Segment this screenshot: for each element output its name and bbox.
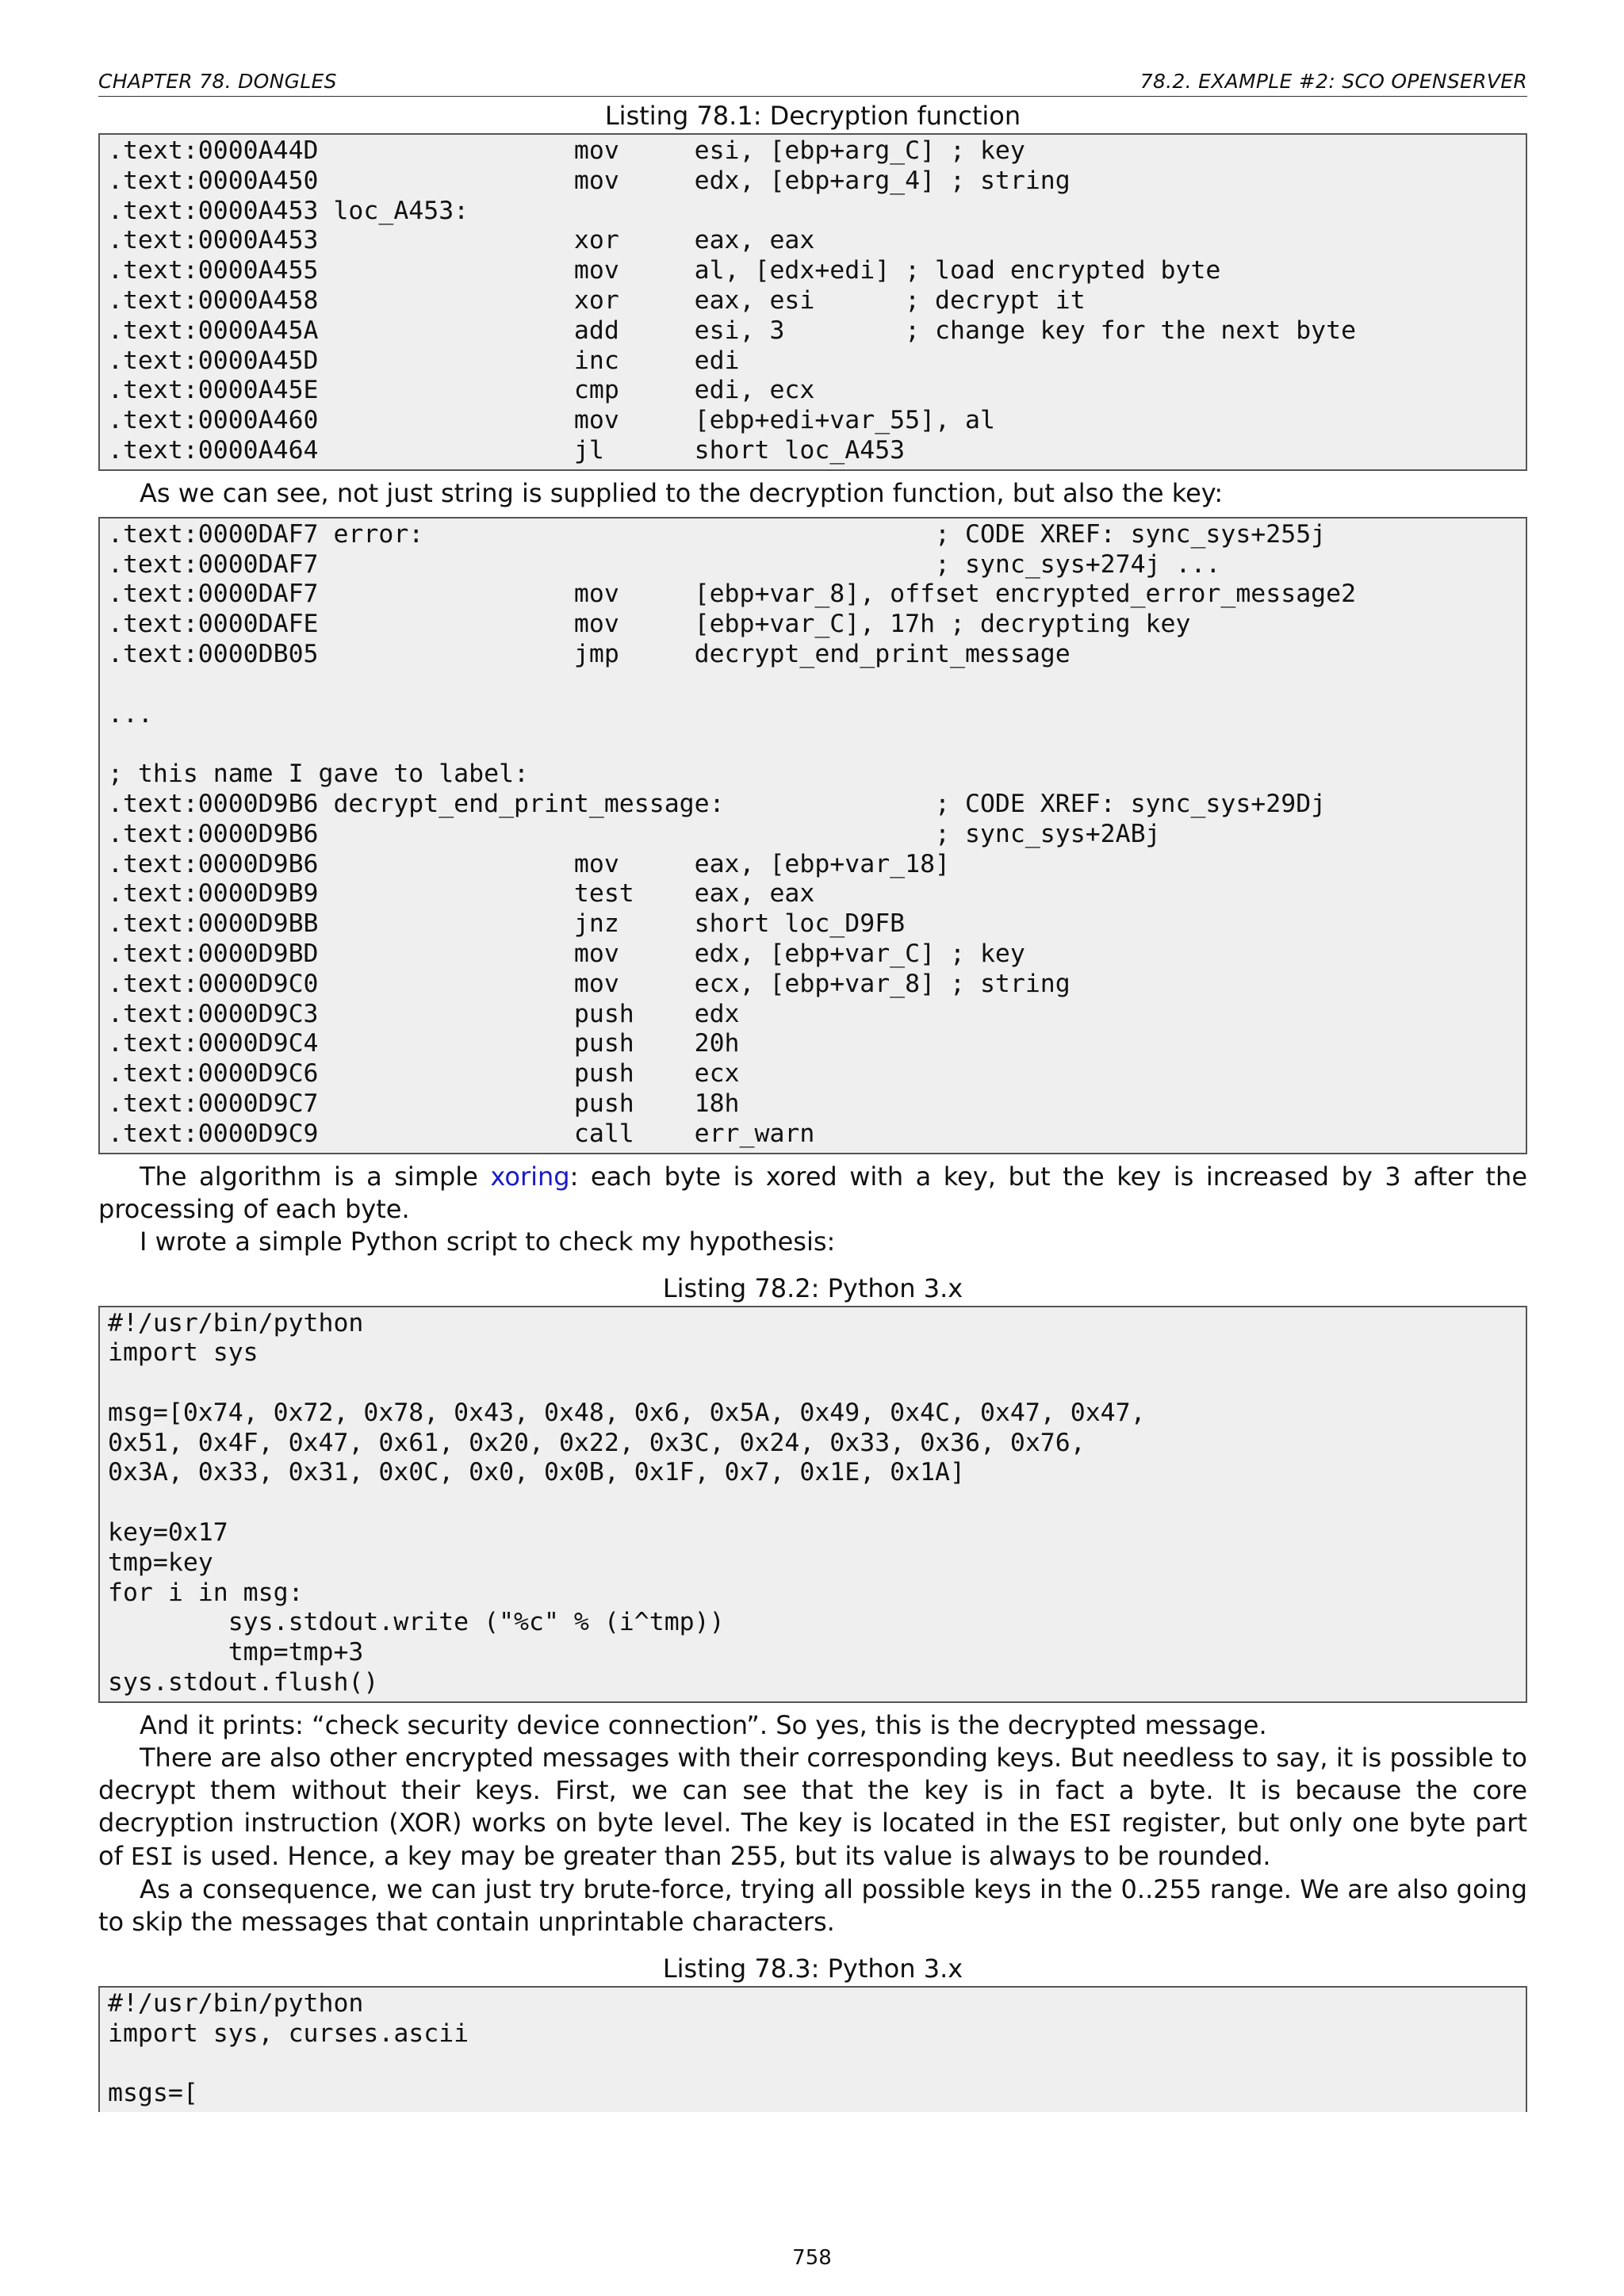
other-messages-text-1: There are also other encrypted messages with their corresponding keys. But needless to say, it is possible to decrypt them without their keys. First, we can see that the key is in fact a byte. It is because the core decryption instruction ( <box>98 1742 1527 1838</box>
other-messages-text-3: register, but only one byte part of <box>98 1807 1528 1871</box>
listing-78-3-caption: Listing 78.3: Python 3.x <box>662 1953 963 1984</box>
paragraph-prints: And it prints: “check security device connection”. So yes, this is the decrypted message. <box>140 1709 1267 1740</box>
xor-term: XOR <box>398 1807 452 1838</box>
other-messages-text-2: ) works on byte level. The key is located in the <box>451 1807 1070 1838</box>
page-number: 758 <box>792 2246 832 2270</box>
xoring-link[interactable]: xoring <box>490 1161 570 1192</box>
listing-78-1-caption: Listing 78.1: Decryption function <box>604 101 1021 131</box>
algorithm-text-before: The algorithm is a simple <box>140 1161 491 1192</box>
header-section: 78.2. EXAMPLE #2: SCO OPENSERVER <box>1139 70 1527 93</box>
paragraph-hypothesis: I wrote a simple Python script to check my hypothesis: <box>140 1226 836 1257</box>
paragraph-brute-force: As a consequence, we can just try brute-force, trying all possible keys in the 0..255 range. We are also going to skip the messages that contain unprintable characters. <box>98 1873 1527 1937</box>
algorithm-text-after: : each byte is xored with a key, but the key is increased by 3 after the processing of each byte. <box>98 1161 1527 1224</box>
header-chapter: CHAPTER 78. DONGLES <box>98 70 337 93</box>
listing-key-code: .text:0000DAF7 error: ; CODE XREF: sync_sys+255j .text:0000DAF7 ; sync_sys+274j ... .text:0000DAF7 mov [ebp+var_8], offset encrypted_error_message2 .text:0000DAFE mov [ebp+var_C], 17h ; decrypting key .text:0000DB05 jmp decrypt_end_print_message ... ; this name I gave to label: .text:0000D9B6 decrypt_end_print_message: ; CODE XREF: sync_sys+29Dj .text:0000D9B6 ; sync_sys+2ABj .text:0000D9B6 mov eax, [ebp+var_18] .text:0000D9B9 test eax, eax .text:0000D9BB jnz short loc_D9FB .text:0000D9BD mov edx, [ebp+var_C] ; key .text:0000D9C0 mov ecx, [ebp+var_8] ; string .text:0000D9C3 push edx .text:0000D9C4 push 20h .text:0000D9C6 push ecx .text:0000D9C7 push 18h .text:0000D9C9 call err_warn <box>98 517 1527 1154</box>
other-messages-text-4: is used. Hence, a key may be greater than 255, but its value is always to be rounded. <box>174 1840 1271 1871</box>
paragraph-other-messages <box>98 1742 1527 1873</box>
esi-register-term-2: ESI <box>131 1843 174 1871</box>
paragraph-algorithm <box>98 1161 1527 1226</box>
page-body <box>98 70 1527 2112</box>
listing-78-1-code: .text:0000A44D mov esi, [ebp+arg_C] ; key .text:0000A450 mov edx, [ebp+arg_4] ; string .text:0000A453 loc_A453: .text:0000A453 xor eax, eax .text:0000A455 mov al, [edx+edi] ; load encrypted byte .text:0000A458 xor eax, esi ; decrypt it .text:0000A45A add esi, 3 ; change key for the next byte .text:0000A45D inc edi .text:0000A45E cmp edi, ecx .text:0000A460 mov [ebp+edi+var_55], al .text:0000A464 jl short loc_A453 <box>98 133 1527 471</box>
listing-78-2-code: #!/usr/bin/python import sys msg=[0x74, 0x72, 0x78, 0x43, 0x48, 0x6, 0x5A, 0x49, 0x4C, 0x47, 0x47, 0x51, 0x4F, 0x47, 0x61, 0x20, 0x22, 0x3C, 0x24, 0x33, 0x36, 0x76, 0x3A, 0x33, 0x31, 0x0C, 0x0, 0x0B, 0x1F, 0x7, 0x1E, 0x1A] key=0x17 tmp=key for i in msg: sys.stdout.write ("%c" % (i^tmp)) tmp=tmp+3 sys.stdout.flush() <box>98 1306 1527 1703</box>
listing-78-3-code: #!/usr/bin/python import sys, curses.ascii msgs=[ <box>98 1986 1527 2112</box>
esi-register-term: ESI <box>1069 1809 1113 1838</box>
running-header <box>98 70 1527 97</box>
listing-78-2-caption: Listing 78.2: Python 3.x <box>662 1272 963 1303</box>
paragraph-key-supplied: As we can see, not just string is supplied to the decryption function, but also the key: <box>140 477 1224 508</box>
